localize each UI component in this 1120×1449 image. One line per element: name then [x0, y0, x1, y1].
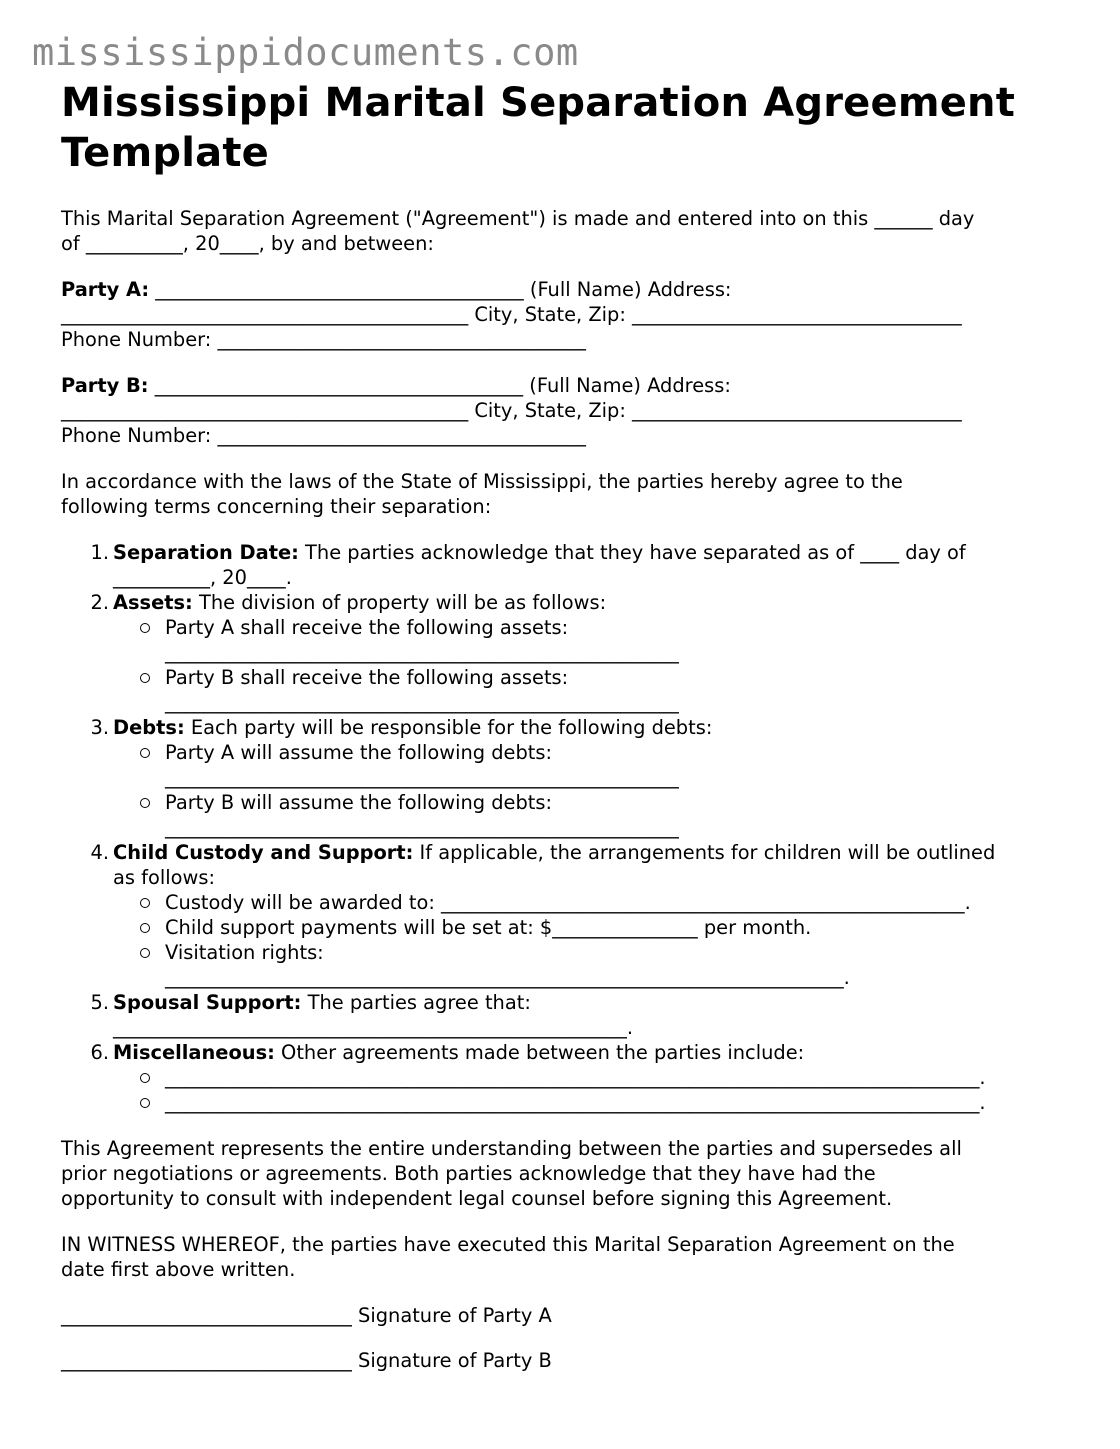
term-number: 3.	[90, 716, 109, 739]
sub-item-text: Visitation rights:	[165, 941, 324, 964]
blank-line: ______________________________________________________________________.	[165, 966, 850, 989]
term-text: If applicable, the arrangements for children will be outlined	[413, 841, 996, 864]
witness-line-1: IN WITNESS WHEREOF, the parties have executed this Marital Separation Agreement on the	[61, 1233, 955, 1256]
term-text-continued: as follows:	[113, 866, 215, 889]
term-text: Each party will be responsible for the following debts:	[184, 716, 713, 739]
term-text: The parties agree that:	[301, 991, 531, 1014]
sub-list	[113, 890, 1071, 990]
sub-item-text: Party B will assume the following debts:	[165, 791, 553, 814]
party-b-address-line: __________________________________________ City, State, Zip: __________________________________	[61, 399, 962, 422]
sub-item-text: Party A shall receive the following assets:	[165, 616, 569, 639]
party-a-name-line: ______________________________________ (Full Name) Address:	[149, 278, 732, 301]
document-title: Mississippi Marital Separation Agreement Template	[61, 80, 1016, 176]
blank-line: _____________________________________________________	[165, 766, 679, 789]
term-child-custody	[61, 840, 1071, 990]
blank-line: _____________________________________________________	[165, 641, 679, 664]
sub-item	[113, 790, 1071, 840]
term-text: The parties acknowledge that they have separated as of ____ day of	[298, 541, 966, 564]
party-a-label: Party A:	[61, 278, 150, 301]
blank-line: ____________________________________________________________________________________.	[165, 1091, 986, 1114]
closing-line-3: opportunity to consult with independent legal counsel before signing this Agreement.	[61, 1187, 893, 1210]
witness-line-2: date first above written.	[61, 1258, 296, 1281]
term-number: 4.	[90, 841, 109, 864]
sub-item	[113, 890, 1071, 915]
terms-list	[61, 540, 1071, 1115]
sub-item	[113, 665, 1071, 715]
party-b-label: Party B:	[61, 374, 149, 397]
sub-item-text: Party A will assume the following debts:	[165, 741, 552, 764]
term-heading: Debts:	[113, 716, 185, 739]
term-miscellaneous	[61, 1040, 1071, 1115]
intro-line-1: This Marital Separation Agreement ("Agreement") is made and entered into on this ______ day	[61, 207, 975, 230]
sub-item	[113, 615, 1071, 665]
sub-list	[113, 740, 1071, 840]
term-number: 1.	[90, 541, 109, 564]
party-b-name-line: ______________________________________ (Full Name) Address:	[148, 374, 731, 397]
watermark: mississippidocuments.com	[32, 31, 579, 74]
sub-item	[113, 1065, 1071, 1090]
sub-item	[113, 740, 1071, 790]
party-a-phone-line: Phone Number: ______________________________________	[61, 328, 586, 351]
term-heading: Assets:	[113, 591, 193, 614]
preface-line-1: In accordance with the laws of the State of Mississippi, the parties hereby agree to the	[61, 470, 903, 493]
term-heading: Spousal Support:	[113, 991, 302, 1014]
sub-item-text: Child support payments will be set at: $_______________ per month.	[165, 916, 812, 939]
preface-line-2: following terms concerning their separation:	[61, 495, 492, 518]
term-heading: Miscellaneous:	[113, 1041, 275, 1064]
sub-item	[113, 915, 1071, 940]
document-page	[61, 78, 1071, 1373]
term-number: 6.	[90, 1041, 109, 1064]
term-heading: Child Custody and Support:	[113, 841, 414, 864]
party-b-block	[61, 373, 1071, 448]
term-text: Other agreements made between the parties include:	[274, 1041, 805, 1064]
sub-list	[113, 1065, 1071, 1115]
term-spousal-support	[61, 990, 1071, 1040]
sub-item	[113, 1090, 1071, 1115]
term-text: The division of property will be as follows:	[192, 591, 607, 614]
sub-item	[113, 940, 1071, 990]
sub-item-text: Party B shall receive the following assets:	[165, 666, 569, 689]
term-separation-date	[61, 540, 1071, 590]
term-number: 5.	[90, 991, 109, 1014]
term-number: 2.	[90, 591, 109, 614]
party-a-block	[61, 277, 1071, 352]
party-a-address-line: __________________________________________ City, State, Zip: __________________________________	[61, 303, 962, 326]
closing-line-2: prior negotiations or agreements. Both parties acknowledge that they have had the	[61, 1162, 876, 1185]
blank-line: ____________________________________________________________________________________.	[165, 1066, 986, 1089]
witness-paragraph	[61, 1232, 1071, 1282]
intro-paragraph	[61, 206, 1071, 256]
blank-line: _____________________________________________________	[165, 691, 679, 714]
signature-party-a: ______________________________ Signature of Party A	[61, 1304, 552, 1327]
signature-party-b: ______________________________ Signature of Party B	[61, 1349, 552, 1372]
blank-line: _____________________________________________________	[165, 816, 679, 839]
closing-paragraph	[61, 1136, 1071, 1211]
blank-line: _____________________________________________________.	[113, 1016, 634, 1039]
closing-line-1: This Agreement represents the entire understanding between the parties and supersedes all	[61, 1137, 962, 1160]
term-heading: Separation Date:	[113, 541, 299, 564]
preface-paragraph	[61, 469, 1071, 519]
term-assets	[61, 590, 1071, 715]
sub-item-text: Custody will be awarded to: ______________________________________________________.	[165, 891, 971, 914]
intro-line-2: of __________, 20____, by and between:	[61, 232, 434, 255]
term-text-continued: __________, 20____.	[113, 566, 292, 589]
party-b-phone-line: Phone Number: ______________________________________	[61, 424, 586, 447]
sub-list	[113, 615, 1071, 715]
term-debts	[61, 715, 1071, 840]
